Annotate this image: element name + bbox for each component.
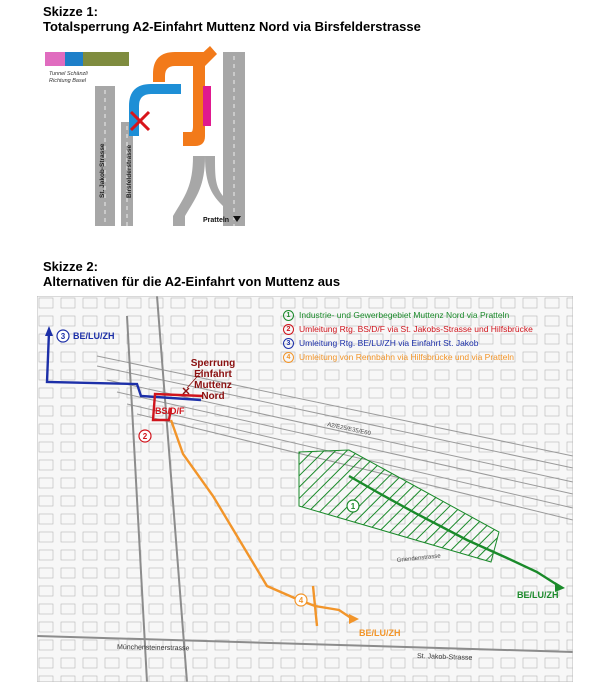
closure-label-2: Einfahrt [194, 369, 232, 380]
tunnel-label-2: Richtung Basel [49, 78, 86, 84]
motorway-right [223, 52, 234, 226]
street-st-jakob-label: St. Jakob-Strasse [99, 143, 106, 198]
street-grienden-label: Griendenstrasse [396, 553, 441, 564]
sketch1-heading-title: Totalsperrung A2-Einfahrt Muttenz Nord via Birsfelderstrasse [43, 19, 421, 34]
pratteln-label: Pratteln [203, 217, 230, 224]
route4-num: 4 [298, 596, 304, 605]
legend-item-4 [283, 350, 533, 364]
legend-text: Umleitung Rtg. BS/D/F via St. Jakobs-Strasse und Hilfsbrücke [299, 324, 533, 334]
legend-item-3 [283, 336, 533, 350]
closure-label-3: Muttenz [194, 380, 232, 391]
legend-num: 3 [283, 338, 294, 349]
legend-item-1 [283, 308, 533, 322]
tunnel-label-1: Tunnel Schänzli [49, 71, 88, 77]
motorway-label: A2/E25/E35/E60 [326, 422, 372, 438]
route2-num: 2 [142, 432, 148, 441]
street-muenchenstein-label: Münchensteinerstrasse [116, 644, 190, 653]
route4-label: BE/LU/ZH [359, 628, 401, 638]
legend-item-2 [283, 322, 533, 336]
route3-num: 3 [60, 332, 66, 341]
legend-text: Umleitung von Rennbahn via Hilfsbrücke und via Pratteln [299, 352, 514, 362]
street-st-jakob-map-label: St. Jakob-Strasse [416, 653, 473, 662]
closure-label-4: Nord [201, 391, 225, 402]
map-legend [283, 308, 533, 364]
legend-text: Umleitung Rtg. BE/LU/ZH via Einfahrt St. Jakob [299, 338, 479, 348]
route1-num: 1 [350, 502, 356, 511]
sketch2-heading-title: Alternativen für die A2-Einfahrt von Muttenz aus [43, 274, 341, 289]
sketch2-heading-number: Skizze 2: [43, 259, 98, 274]
sketch1-diagram [45, 46, 252, 226]
closure-label-1: Sperrung [190, 358, 236, 369]
legend-text: Industrie- und Gewerbegebiet Muttenz Nord via Pratteln [299, 310, 510, 320]
sketch1-heading-number: Skizze 1: [43, 4, 98, 19]
street-birsfelder-label: Birsfelderstrasse [126, 144, 133, 198]
legend-num: 2 [283, 324, 294, 335]
route1-label: BE/LU/ZH [517, 590, 559, 600]
route3-label: BE/LU/ZH [73, 331, 115, 341]
route2-label: BS/D/F [155, 406, 185, 416]
legend-num: 4 [283, 352, 294, 363]
legend-num: 1 [283, 310, 294, 321]
